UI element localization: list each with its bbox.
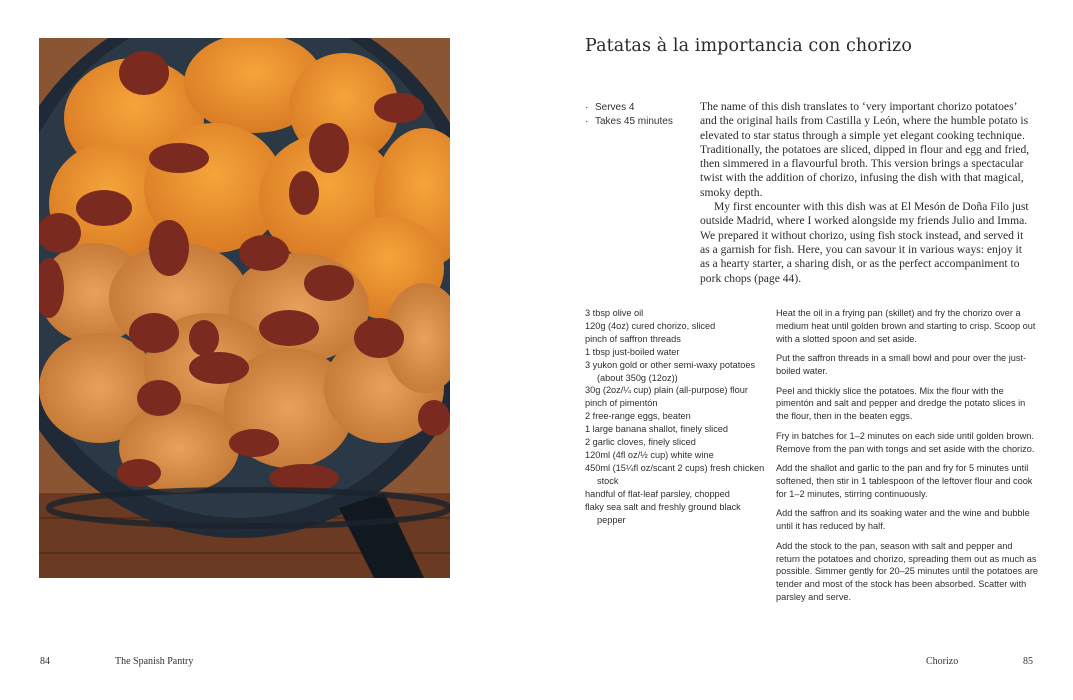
recipe-photo xyxy=(39,38,450,578)
recipe-meta-list xyxy=(585,101,673,129)
method-step: Peel and thickly slice the potatoes. Mix the flour with the pimentón and salt and pepper and dredge the potato slices in the flour, then in the beaten eggs. xyxy=(776,385,1026,422)
ingredients-list xyxy=(585,307,765,526)
method-step: Heat the oil in a frying pan (skillet) and fry the chorizo over a medium heat until golden brown and starting to crisp. Scoop out with a slotted spoon and set aside. xyxy=(776,308,1036,344)
ingredient-item: 120ml (4fl oz/½ cup) white wine xyxy=(585,449,714,460)
ingredient-item: 2 free-range eggs, beaten xyxy=(585,411,691,422)
ingredient-item: 120g (4oz) cured chorizo, sliced xyxy=(585,320,716,331)
intro-paragraph: The name of this dish translates to ‘very important chorizo potatoes’ and the original hails from Castilla y León, where the humble potato is elevated to star status through a simple yet elegant cooking technique. Traditionally, the potatoes are sliced, dipped in flour and egg and fried, then simmered in a flavourful broth. This version brings a spectacular twist with the addition of chorizo, infusing the dish with that magical, smoky depth. xyxy=(700,100,1030,199)
servings: · Serves 4 xyxy=(585,101,673,115)
ingredient-item: 3 yukon gold or other semi-waxy potatoes (about 350g (12oz)) xyxy=(585,359,756,383)
ingredient-item: 1 tbsp just-boiled water xyxy=(585,346,680,357)
ingredient-item: pinch of pimentón xyxy=(585,398,658,409)
recipe-title: Patatas à la importancia con chorizo xyxy=(585,36,913,56)
book-title-footer: The Spanish Pantry xyxy=(115,656,194,667)
ingredient-item: 2 garlic cloves, finely sliced xyxy=(585,437,696,448)
ingredient-item: handful of flat-leaf parsley, chopped xyxy=(585,488,730,499)
ingredient-item: 1 large banana shallot, finely sliced xyxy=(585,424,729,435)
right-page-number: 85 xyxy=(1023,656,1033,667)
method-steps xyxy=(776,307,1038,611)
ingredient-item: pinch of saffron threads xyxy=(585,333,681,344)
method-step: Add the shallot and garlic to the pan and fry for 5 minutes until softened, then stir in 1 tablespoon of the leftover flour and cook for 1–2 minutes, stirring continuously. xyxy=(776,463,1033,499)
left-page-number: 84 xyxy=(40,656,50,667)
ingredient-item: 450ml (15¼fl oz/scant 2 cups) fresh chicken stock xyxy=(585,462,765,486)
method-step: Put the saffron threads in a small bowl and pour over the just-boiled water. xyxy=(776,353,1027,377)
ingredient-item: 30g (2oz/¼ cup) plain (all-purpose) flour xyxy=(585,385,748,396)
cook-time: · Takes 45 minutes xyxy=(585,115,673,129)
method-step: Add the saffron and its soaking water and the wine and bubble until it has reduced by half. xyxy=(776,508,1030,532)
ingredient-item: flaky sea salt and freshly ground black pepper xyxy=(585,501,741,525)
intro-paragraph: My first encounter with this dish was at El Mesón de Doña Filo just outside Madrid, where I worked alongside my friends Julio and Imma. We prepared it without chorizo, using fish stock instead, and served it as a garnish for fish. Here, you can savour it in various ways: enjoy it as a hearty starter, a sharing dish, or as the perfect accompaniment to pork chops (page 44). xyxy=(700,200,1029,285)
recipe-introduction xyxy=(700,100,1034,286)
section-name-footer: Chorizo xyxy=(926,656,959,667)
ingredient-item: 3 tbsp olive oil xyxy=(585,308,644,318)
method-step: Add the stock to the pan, season with salt and pepper and return the potatoes and chorizo, spreading them out as much as possible. Simmer gently for 20–25 minutes until the potatoes are tender and most of the stock has been absorbed. Scatter with parsley and serve. xyxy=(776,540,1038,603)
food-photo-illustration xyxy=(39,38,450,578)
method-step: Fry in batches for 1–2 minutes on each side until golden brown. Remove from the pan with tongs and set aside with the chorizo. xyxy=(776,430,1035,454)
